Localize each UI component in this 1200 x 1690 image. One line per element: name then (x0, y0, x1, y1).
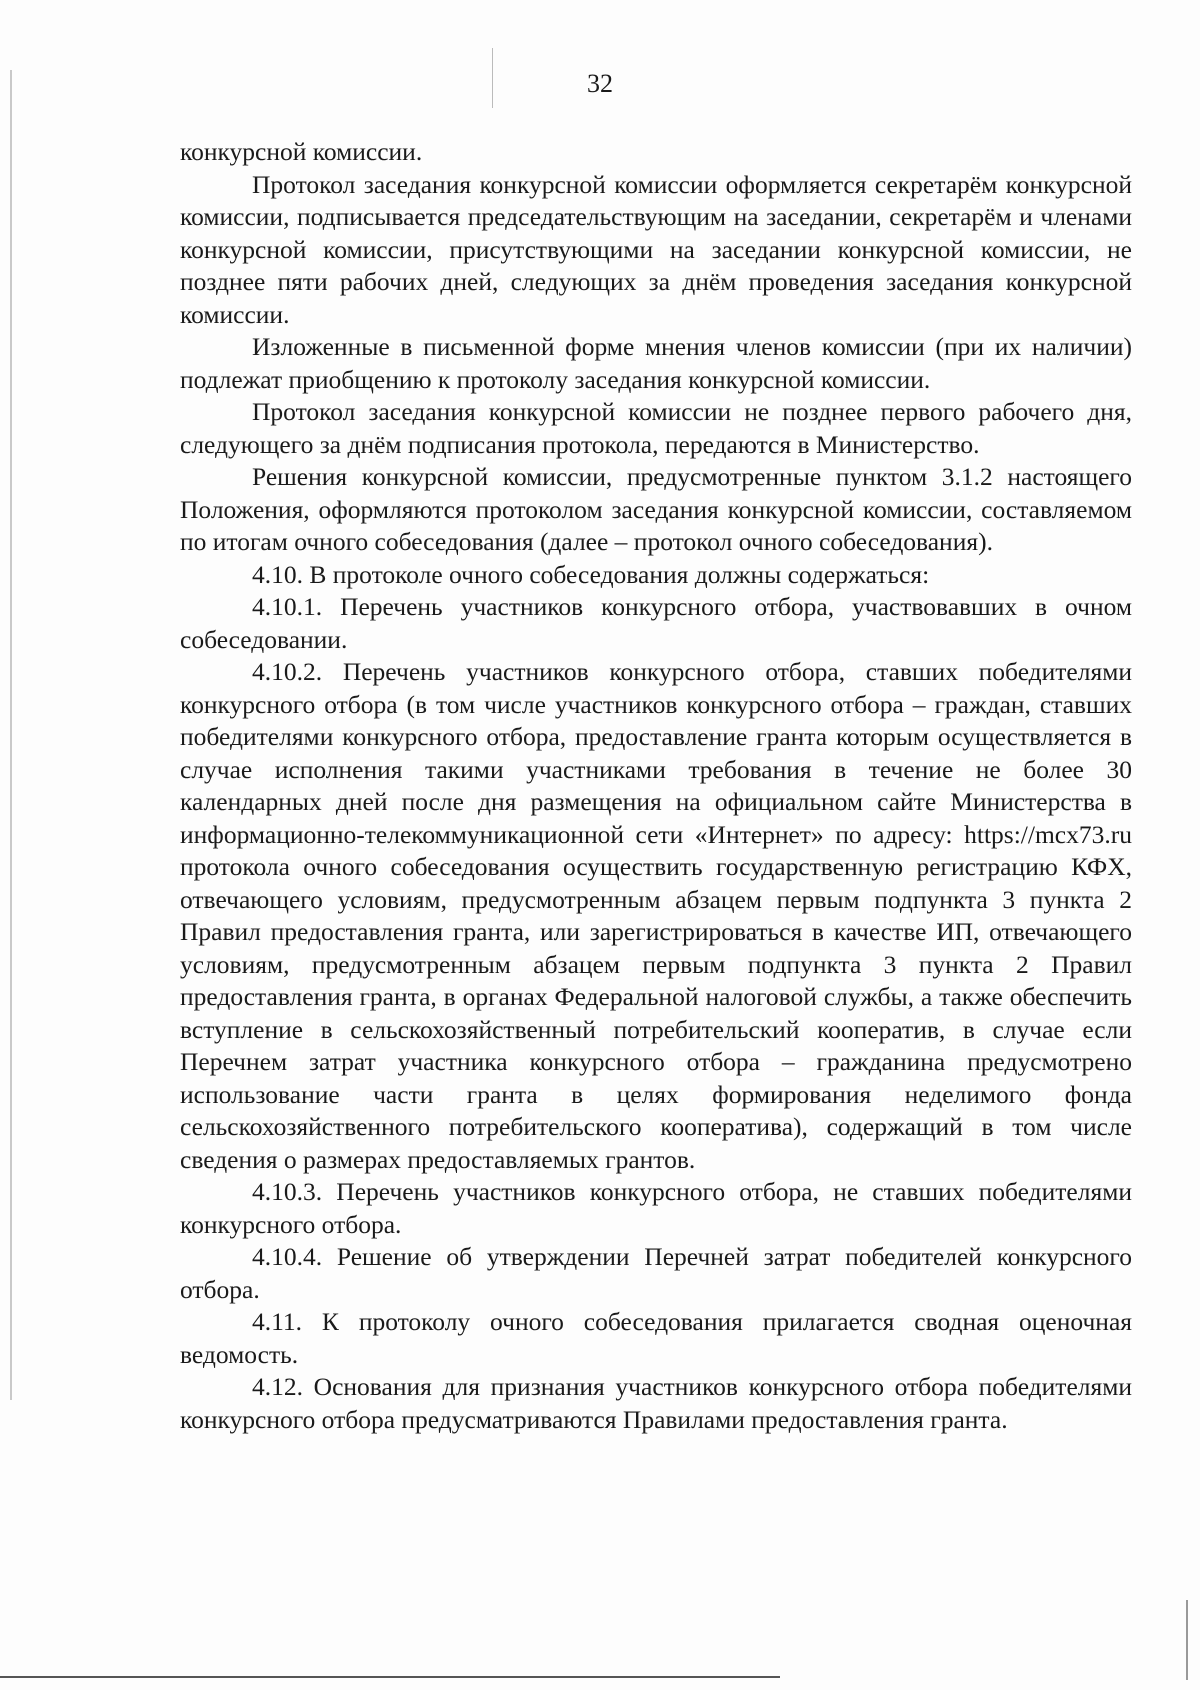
paragraph-section-4-10-4: 4.10.4. Решение об утверждении Перечней затрат победителей конкурсного отбора. (180, 1242, 1132, 1304)
paragraph: Решения конкурсной комиссии, предусмотренные пунктом 3.1.2 настоящего Положения, оформляются протоколом заседания конкурсной комиссии, составляемом по итогам очного собеседования (далее – протокол очного собеседования). (180, 462, 1132, 556)
scan-edge-artifact (1186, 1600, 1188, 1680)
scan-edge-artifact (10, 70, 12, 1400)
paragraph-section-4-10-1: 4.10.1. Перечень участников конкурсного отбора, участвовавших в очном собеседовании. (180, 592, 1132, 654)
paragraph-section-4-11: 4.11. К протоколу очного собеседования прилагается сводная оценочная ведомость. (180, 1307, 1132, 1369)
paragraph: Протокол заседания конкурсной комиссии не позднее первого рабочего дня, следующего за днём подписания протокола, передаются в Министерство. (180, 397, 1132, 459)
paragraph-section-4-12: 4.12. Основания для признания участников конкурсного отбора победителями конкурсного отбора предусматриваются Правилами предоставления гранта. (180, 1372, 1132, 1434)
paragraph: Протокол заседания конкурсной комиссии оформляется секретарём конкурсной комиссии, подписывается председательствующим на заседании, секретарём и членами конкурсной комиссии, присутствующими на заседании конкурсной комиссии, не позднее пяти рабочих дней, следующих за днём проведения заседания конкурсной комиссии. (180, 169, 1132, 329)
paragraph-section-4-10-3: 4.10.3. Перечень участников конкурсного отбора, не ставших победителями конкурсного отбора. (180, 1177, 1132, 1239)
document-body (180, 136, 1132, 1436)
scan-bottom-line (0, 1676, 780, 1678)
paragraph: Изложенные в письменной форме мнения членов комиссии (при их наличии) подлежат приобщению к протоколу заседания конкурсной комиссии. (180, 332, 1132, 394)
paragraph-continuation: конкурсной комиссии. (180, 137, 423, 166)
page-number: 32 (587, 69, 613, 98)
paragraph-section-4-10-2: 4.10.2. Перечень участников конкурсного отбора, ставших победителями конкурсного отбора (в том числе участников конкурсного отбора – граждан, ставших победителями конкурсного отбора, предоставление гранта которым осуществляется в случае исполнения такими участниками требования в течение не более 30 календарных дней после дня размещения на официальном сайте Министерства в информационно-телекоммуникационной сети «Интернет» по адресу: https://mcx73.ru протокола очного собеседования осуществить государственную регистрацию КФХ, отвечающего условиям, предусмотренным абзацем первым подпункта 3 пункта 2 Правил предоставления гранта, или зарегистрироваться в качестве ИП, отвечающего условиям, предусмотренным абзацем первым подпункта 3 пункта 2 Правил предоставления гранта, в органах Федеральной налоговой службы, а также обеспечить вступление в сельскохозяйственный потребительский кооператив, в случае если Перечнем затрат участника конкурсного отбора – гражданина предусмотрено использование части гранта в целях формирования неделимого фонда сельскохозяйственного потребительского кооператива), содержащий в том числе сведения о размерах предоставляемых грантов. (180, 657, 1132, 1174)
paragraph-section-4-10: 4.10. В протоколе очного собеседования должны содержаться: (252, 559, 930, 589)
